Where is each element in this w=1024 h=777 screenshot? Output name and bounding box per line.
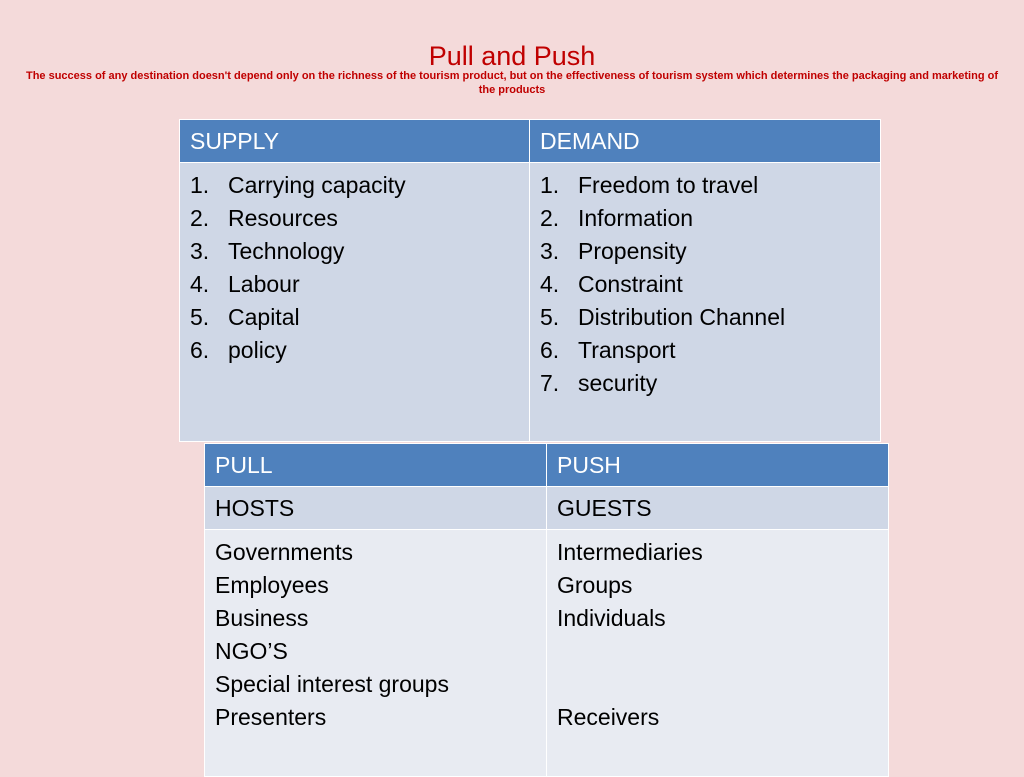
pull-push-table [204,443,889,777]
supply-list [190,169,519,367]
list-item: 2. Resources [190,205,338,231]
slide-title: Pull and Push [428,41,596,71]
list-item: Groups [557,572,633,598]
table-row [180,163,881,442]
list-item: Presenters [215,704,327,730]
list-item [557,668,878,701]
list-item: 5. Distribution Channel [540,304,786,330]
table-row [205,530,889,777]
table-row [205,487,889,530]
list-item: 6. policy [190,337,287,363]
supply-cell [180,163,530,442]
hosts-cell: HOSTS [205,487,547,530]
pull-cell [205,530,547,777]
table-header-row [205,444,889,487]
guests-cell: GUESTS [547,487,889,530]
demand-header: DEMAND [530,120,881,163]
slide-subtitle: The success of any destination doesn't depend only on the richness of the tourism product, but on the effectiveness of tourism system which determines the packaging and marketing of the products [25,70,998,96]
list-item: 4. Constraint [540,271,683,297]
list-item: 5. Capital [190,304,300,330]
pull-header: PULL [205,444,547,487]
list-item: 4. Labour [190,271,300,297]
demand-cell [530,163,881,442]
list-item: 1. Freedom to travel [540,172,759,198]
list-item: Special interest groups [215,671,449,697]
supply-demand-table [179,119,881,442]
list-item: 3. Propensity [540,238,687,264]
push-cell [547,530,889,777]
list-item: Business [215,605,309,631]
list-item: Receivers [557,704,660,730]
list-item: 1. Carrying capacity [190,172,406,198]
list-item: Employees [215,572,329,598]
list-item: Individuals [557,605,666,631]
list-item: 7. security [540,370,658,396]
list-item: 3. Technology [190,238,345,264]
list-item: Governments [215,539,354,565]
push-header: PUSH [547,444,889,487]
list-item [557,635,878,668]
list-item: 6. Transport [540,337,676,363]
demand-list [540,169,870,400]
list-item: 2. Information [540,205,694,231]
pull-list [215,536,536,734]
table-header-row [180,120,881,163]
list-item: Intermediaries [557,539,703,565]
supply-header: SUPPLY [180,120,530,163]
push-list [557,536,878,734]
list-item: NGO’S [215,638,288,664]
